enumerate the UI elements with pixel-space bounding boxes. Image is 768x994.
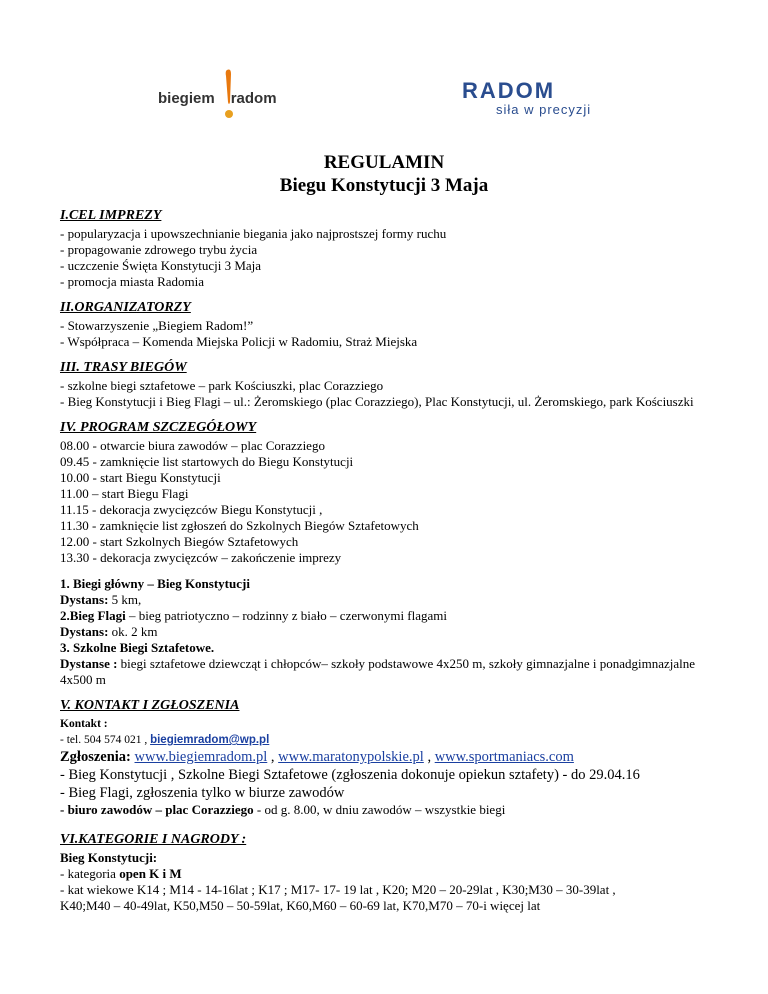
list-item: - szkolne biegi sztafetowe – park Kościuszki, plac Corazziego xyxy=(60,378,384,393)
logo-bar xyxy=(0,66,768,130)
biegiem-radom-logo xyxy=(158,68,298,124)
logo-word-biegiem: biegiem xyxy=(158,90,215,107)
registration-links-line: Zgłoszenia: www.biegiemradom.pl , www.maratonypolskie.pl , www.sportmaniacs.com xyxy=(60,749,574,765)
schedule-item: 13.30 - dekoracja zwycięzców – zakończenie imprezy xyxy=(60,550,342,565)
run-distance-relay: Dystanse : biegi sztafetowe dziewcząt i chłopców– szkoły podstawowe 4x250 m, szkoły gimnazjalne i ponadgimnazjalne 4x500 m xyxy=(60,656,696,687)
radom-city-logo xyxy=(462,78,592,124)
schedule-item: 11.00 – start Biegu Flagi xyxy=(60,486,189,501)
run-distance-main: Dystans: 5 km, xyxy=(60,592,142,607)
run-title-relay: 3. Szkolne Biegi Sztafetowe. xyxy=(60,640,215,655)
section-heading-trasy: III. TRASY BIEGÓW xyxy=(60,360,187,375)
schedule-item: 12.00 - start Szkolnych Biegów Sztafetowych xyxy=(60,534,299,549)
section-heading-kategorie: VI.KATEGORIE I NAGRODY : xyxy=(60,832,247,847)
run-distance-flag: Dystans: ok. 2 km xyxy=(60,624,158,639)
document-body xyxy=(60,204,720,914)
document-title: REGULAMIN xyxy=(323,152,445,173)
run-title-main: 1. Biegi główny – Bieg Konstytucji xyxy=(60,576,250,591)
list-item: - Bieg Konstytucji i Bieg Flagi – ul.: Żeromskiego (plac Corazziego), Plac Konstytucji, ul. Żeromskiego, park Kościuszki xyxy=(60,394,694,409)
schedule-item: 09.45 - zamknięcie list startowych do Biegu Konstytucji xyxy=(60,454,354,469)
logo-word-radom: radom xyxy=(230,90,277,107)
radom-wordmark: RADOM xyxy=(462,78,556,103)
run-title-flag: 2.Bieg Flagi – bieg patriotyczno – rodzinny z biało – czerwonymi flagami xyxy=(60,608,448,623)
section-heading-program: IV. PROGRAM SZCZEGÓŁOWY xyxy=(60,420,257,435)
section-heading-organizatorzy: II.ORGANIZATORZY xyxy=(60,300,191,315)
document-subtitle: Biegu Konstytucji 3 Maja xyxy=(279,175,489,196)
schedule-item: 11.30 - zamknięcie list zgłoszeń do Szkolnych Biegów Sztafetowych xyxy=(60,518,419,533)
schedule-item: 11.15 - dekoracja zwycięzców Biegu Konstytucji , xyxy=(60,502,323,517)
schedule-item: 08.00 - otwarcie biura zawodów – plac Corazziego xyxy=(60,438,325,453)
section-heading-kontakt: V. KONTAKT I ZGŁOSZENIA xyxy=(60,698,240,713)
section-heading-cel: I.CEL IMPREZY xyxy=(60,208,162,223)
list-item: - uczczenie Święta Konstytucji 3 Maja xyxy=(60,258,262,273)
link-biegiemradom[interactable]: www.biegiemradom.pl xyxy=(134,749,268,765)
email-link[interactable]: biegiemradom@wp.pl xyxy=(150,734,270,746)
schedule-item: 10.00 - start Biegu Konstytucji xyxy=(60,470,221,485)
contact-label: Kontakt : xyxy=(60,718,108,730)
office-line: - biuro zawodów – plac Corazziego - od g. 8.00, w dniu zawodów – wszystkie biegi xyxy=(60,802,506,817)
biegiem-radom-wordmark xyxy=(158,90,277,107)
link-sportmaniacs[interactable]: www.sportmaniacs.com xyxy=(434,749,574,765)
list-item: - propagowanie zdrowego trybu życia xyxy=(60,242,258,257)
list-item: - Współpraca – Komenda Miejska Policji w Radomiu, Straż Miejska xyxy=(60,334,418,349)
radom-tagline: siła w precyzji xyxy=(496,102,592,117)
registration-deadline-line: - Bieg Konstytucji , Szkolne Biegi Sztafetowe (zgłoszenia dokonuje opiekun sztafety) - do 29.04.16 xyxy=(60,767,640,783)
category-age-line: K40;M40 – 40-49lat, K50,M50 – 50-59lat, K60,M60 – 60-69 lat, K70,M70 – 70-i więcej lat xyxy=(60,898,541,913)
category-open: - kategoria open K i M xyxy=(60,866,182,881)
registration-flag-line: - Bieg Flagi, zgłoszenia tylko w biurze zawodów xyxy=(60,785,345,801)
category-age-line: - kat wiekowe K14 ; M14 - 14-16lat ; K17 ; M17- 17- 19 lat , K20; M20 – 20-29lat , K30;M30 – 30-39lat , xyxy=(60,882,616,897)
contact-phone-line: - tel. 504 574 021 , biegiemradom@wp.pl xyxy=(60,734,270,746)
runner-exclamation-icon xyxy=(222,68,236,124)
category-subheading: Bieg Konstytucji: xyxy=(60,850,158,865)
list-item: - popularyzacja i upowszechnianie biegania jako najprostszej formy ruchu xyxy=(60,226,447,241)
list-item: - promocja miasta Radomia xyxy=(60,274,205,289)
list-item: - Stowarzyszenie „Biegiem Radom!” xyxy=(60,318,254,333)
link-maratonypolskie[interactable]: www.maratonypolskie.pl xyxy=(278,749,424,765)
